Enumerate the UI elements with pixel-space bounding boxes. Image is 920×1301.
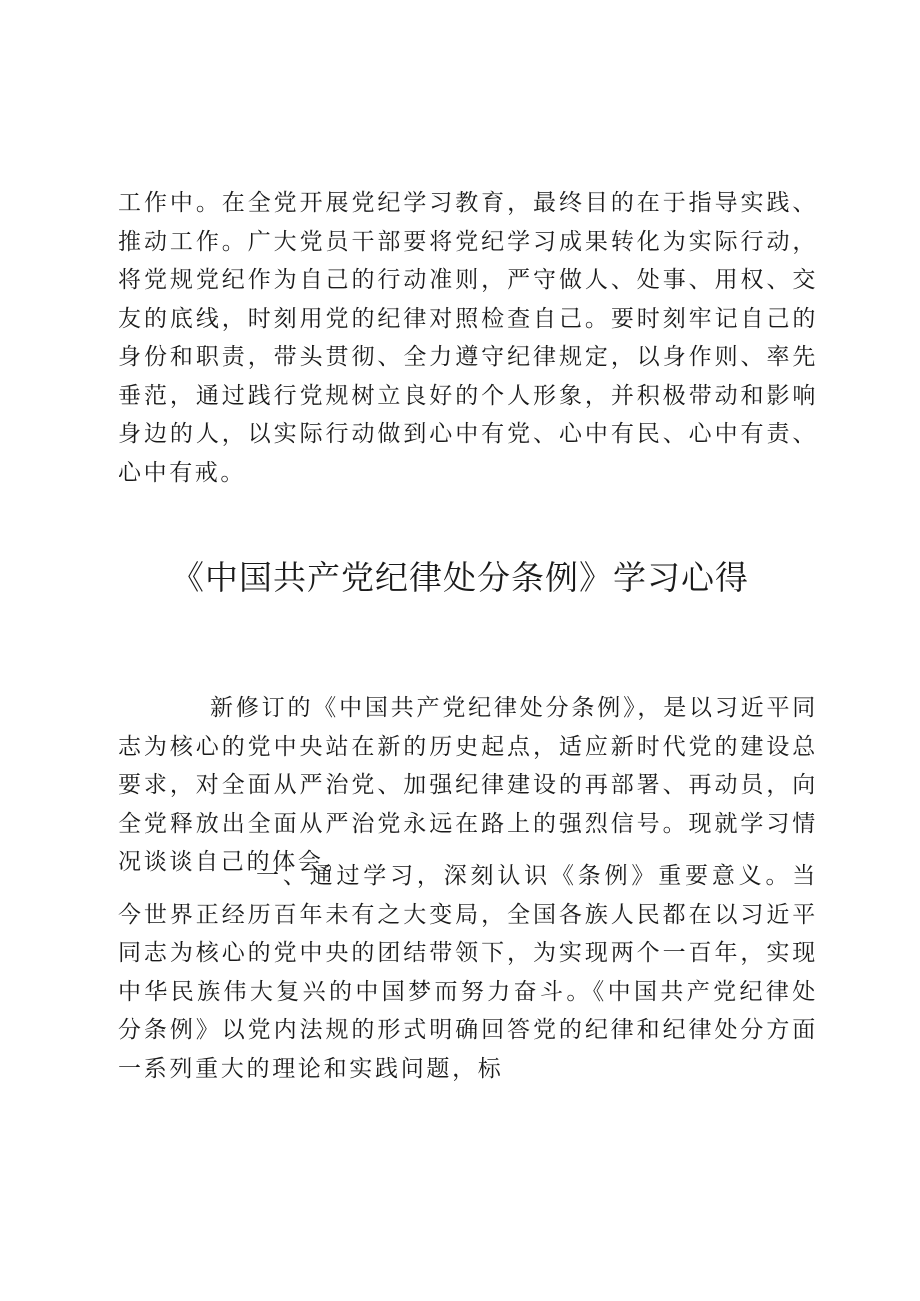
continuation-paragraph: 工作中。在全党开展党纪学习教育，最终目的在于指导实践、推动工作。广大党员干部要将党纪学习成果转化为实际行动，将党规党纪作为自己的行动准则，严守做人、处事、用权、交友的底线，时刻用党的纪律对照检查自己。要时刻牢记自己的身份和职责，带头贯彻、全力遵守纪律规定，以身作则、率先垂范，通过践行党规树立良好的个人形象，并积极带动和影响身边的人，以实际行动做到心中有党、心中有民、心中有责、心中有戒。 — [118, 190, 818, 486]
section-one-paragraph: 一、通过学习，深刻认识《条例》重要意义。当今世界正经历百年未有之大变局，全国各族人民都在以习近平同志为核心的党中央的团结带领下，为实现两个一百年，实现中华民族伟大复兴的中国梦而努力奋斗。《中国共产党纪律处分条例》以党内法规的形式明确回答党的纪律和纪律处分方面一系列重大的理论和实践问题，标 — [118, 863, 818, 1082]
document-title: 《中国共产党纪律处分条例》学习心得 — [171, 558, 749, 597]
intro-paragraph: 新修订的《中国共产党纪律处分条例》，是以习近平同志为核心的党中央站在新的历史起点，适应新时代党的建设总要求，对全面从严治党、加强纪律建设的再部署、再动员，向全党释放出全面从严治党永远在路上的强烈信号。现就学习情况谈谈自己的体会。 — [118, 695, 818, 875]
